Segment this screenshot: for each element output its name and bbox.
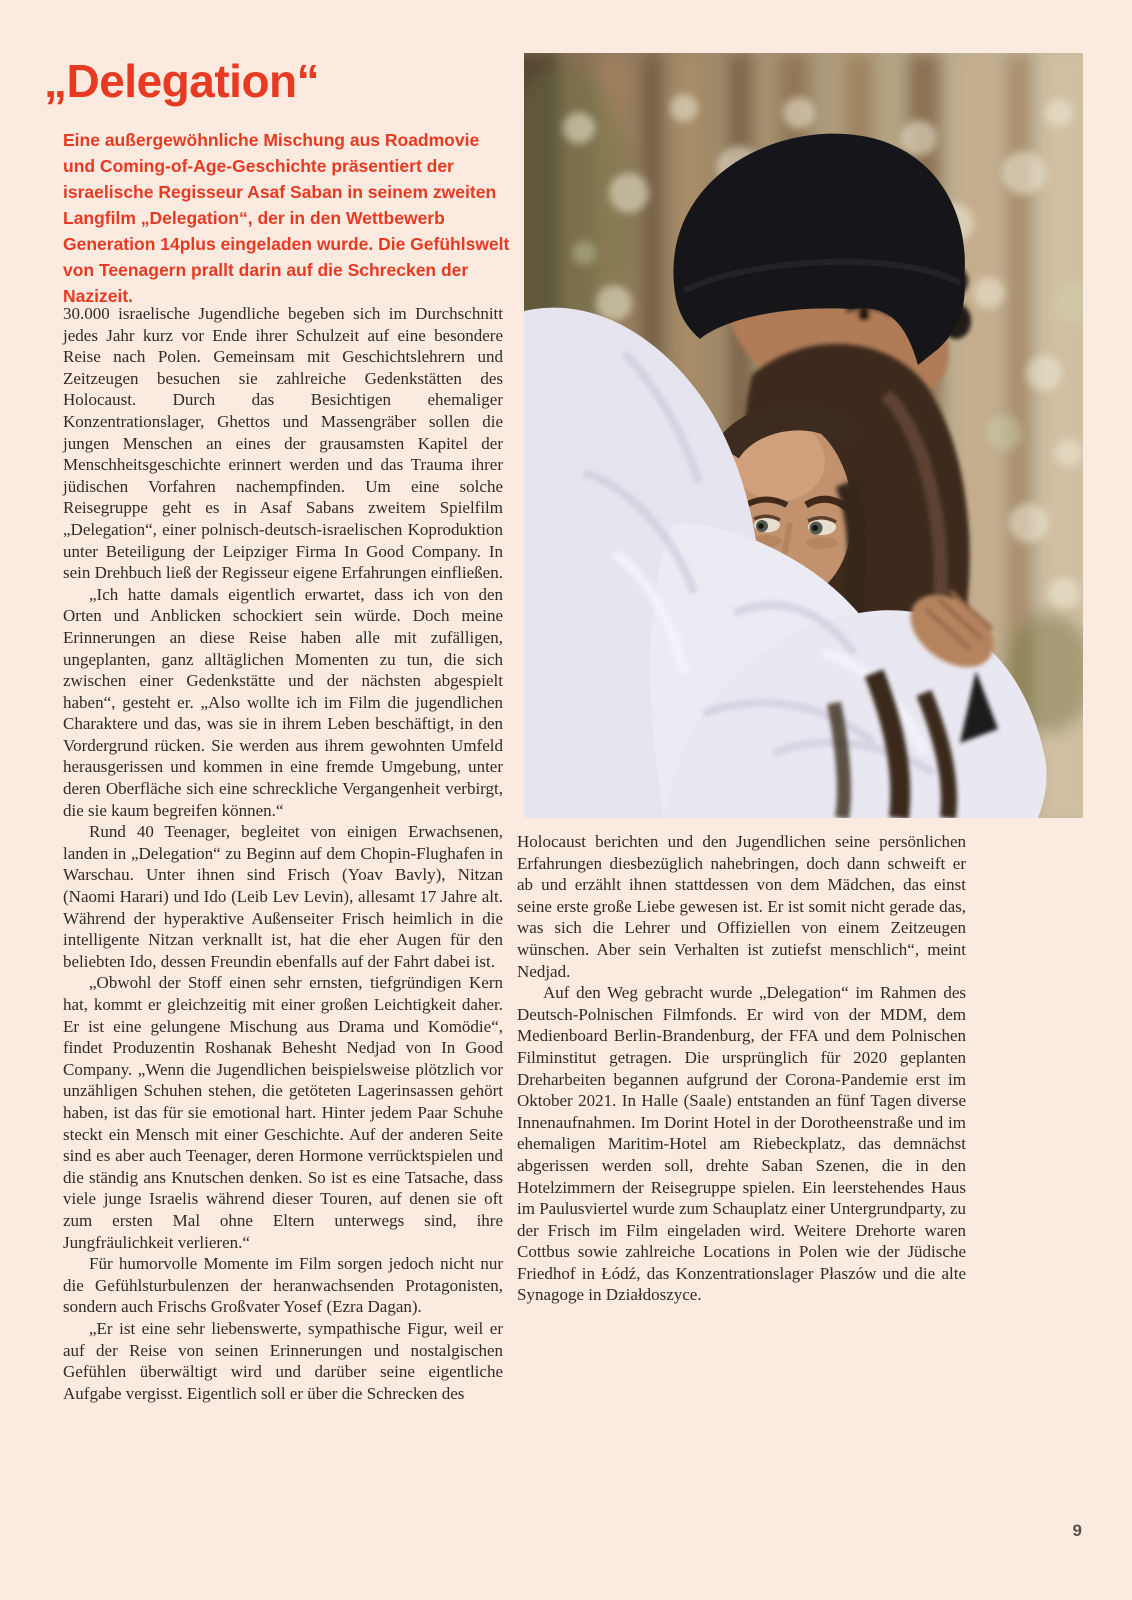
body-paragraph: „Ich hatte damals eigentlich erwartet, dass ich von den Orten und Anblicken schockiert sein würde. Doch meine Erinnerungen an diese Reise haben alle mit zufälligen, ungeplanten, ganz alltäglichen Momenten zu tun, die sich zwischen einer Gedenkstätte und der nächsten abgespielt haben“, gesteht er. „Also wollte ich im Film die jugendlichen Charaktere und das, was sie in ihrem Leben beschäftigt, in den Vordergrund rücken. Sie werden aus ihrem gewohnten Umfeld herausgerissen und kommen in eine fremde Umgebung, unter deren Oberfläche sich eine schreckliche Vergangenheit verbirgt, die sie kaum begreifen können.“	[63, 584, 503, 820]
page-number: 9	[1072, 1521, 1082, 1540]
article-lead: Eine außergewöhnliche Mischung aus Roadmovie und Coming-of-Age-Geschichte präsentiert der israelische Regisseur Asaf Saban in seinem zweiten Langfilm „Delegation“, der in den Wettbewerb Generation 14plus eingeladen wurde. Die Gefühlswelt von Teenagern prallt darin auf die Schrecken der Nazizeit.	[63, 130, 510, 306]
page-title: „Delegation“	[44, 55, 320, 107]
body-paragraph: Holocaust berichten und den Jugendlichen seine persönlichen Erfahrungen diesbezüglich nahebringen, doch dann schweift er ab und erzählt ihnen stattdessen von dem Mädchen, das einst seine erste große Liebe gewesen ist. Er ist somit nicht gerade das, was sich die Lehrer und Offiziellen von einem Zeitzeugen wünschen. Aber sein Verhalten ist zutiefst menschlich“, meint Nedjad.	[517, 832, 966, 981]
body-paragraph: „Er ist eine sehr liebenswerte, sympathische Figur, weil er auf der Reise von seinen Erinnerungen und nostalgischen Gefühlen überwältigt wird und darüber seine eigentliche Aufgabe vergisst. Eigentlich soll er über die Schrecken des	[63, 1318, 503, 1403]
right-column	[517, 831, 966, 1306]
body-paragraph: Für humorvolle Momente im Film sorgen jedoch nicht nur die Gefühlsturbulenzen der heranwachsenden Protagonisten, sondern auch Frischs Großvater Yosef (Ezra Dagan).	[63, 1254, 503, 1317]
left-column	[63, 303, 503, 1404]
body-paragraph: 30.000 israelische Jugendliche begeben sich im Durchschnitt jedes Jahr kurz vor Ende ihrer Schulzeit auf eine besondere Reise nach Polen. Gemeinsam mit Geschichtslehrern und Zeitzeugen besuchen sie zahlreiche Gedenkstätten des Holocaust. Durch das Besichtigen ehemaliger Konzentrationslager, Ghettos und Massengräber sollen die jungen Menschen an eines der grausamsten Kapitel der Menschheitsgeschichte erinnert werden und das Trauma ihrer jüdischen Vorfahren nachempfinden. Um eine solche Reisegruppe geht es in Asaf Sabans zweitem Spielfilm „Delegation“, einer polnisch-deutsch-israelischen Koproduktion unter Beteiligung der Leipziger Firma In Good Company. In sein Drehbuch ließ der Regisseur eigene Erfahrungen einfließen.	[63, 304, 503, 583]
body-paragraph: Rund 40 Teenager, begleitet von einigen Erwachsenen, landen in „Delegation“ zu Beginn auf dem Chopin-Flughafen in Warschau. Unter ihnen sind Frisch (Yoav Bavly), Nitzan (Naomi Harari) und Ido (Leib Lev Levin), allesamt 17 Jahre alt. Während der hyperaktive Außenseiter Frisch heimlich in die intelligente Nitzan verknallt ist, hat die eher Augen für den beliebten Ido, dessen Freundin ebenfalls auf der Fahrt dabei ist.	[63, 822, 503, 971]
film-still-photo	[524, 53, 1083, 818]
body-paragraph: „Obwohl der Stoff einen sehr ernsten, tiefgründigen Kern hat, kommt er gleichzeitig mit einer großen Leichtigkeit daher. Er ist eine gelungene Mischung aus Drama und Komödie“, findet Produzentin Roshanak Behesht Nedjad von In Good Company. „Wenn die Jugendlichen beispielsweise plötzlich vor unzähligen Schuhen stehen, die getöteten Lagerinsassen gehört haben, ist das für sie emotional hart. Hinter jedem Paar Schuhe steckt ein Mensch mit einer Geschichte. Auf der anderen Seite sind es aber auch Teenager, deren Hormone verrücktspielen und die ständig ans Knutschen denken. So ist es eine Tatsache, dass viele junge Israelis während dieser Touren, auf denen sie oft zum ersten Mal ohne Eltern unterwegs sind, ihre Jungfräulichkeit verlieren.“	[63, 973, 503, 1252]
body-paragraph: Auf den Weg gebracht wurde „Delegation“ im Rahmen des Deutsch-Polnischen Filmfonds. Er wird von der MDM, dem Medienboard Berlin-Brandenburg, der FFA und dem Polnischen Filminstitut getragen. Die ursprünglich für 2020 geplanten Dreharbeiten begannen aufgrund der Corona-Pandemie erst im Oktober 2021. In Halle (Saale) entstanden an fünf Tagen diverse Innenaufnahmen. Im Dorint Hotel in der Dorotheenstraße und im ehemaligen Maritim-Hotel am Riebeckplatz, das demnächst abgerissen werden soll, drehte Saban Szenen, die in den Hotelzimmern der Reisegruppe spielen. Ein leerstehendes Haus im Paulusviertel wurde zum Schauplatz einer Untergrundparty, zu der Frisch im Film eingeladen wird. Weitere Drehorte waren Cottbus sowie zahlreiche Locations in Polen wie der Jüdische Friedhof in Łódź, das Konzentrationslager Płaszów und die alte Synagoge in Działdoszyce.	[517, 983, 966, 1305]
